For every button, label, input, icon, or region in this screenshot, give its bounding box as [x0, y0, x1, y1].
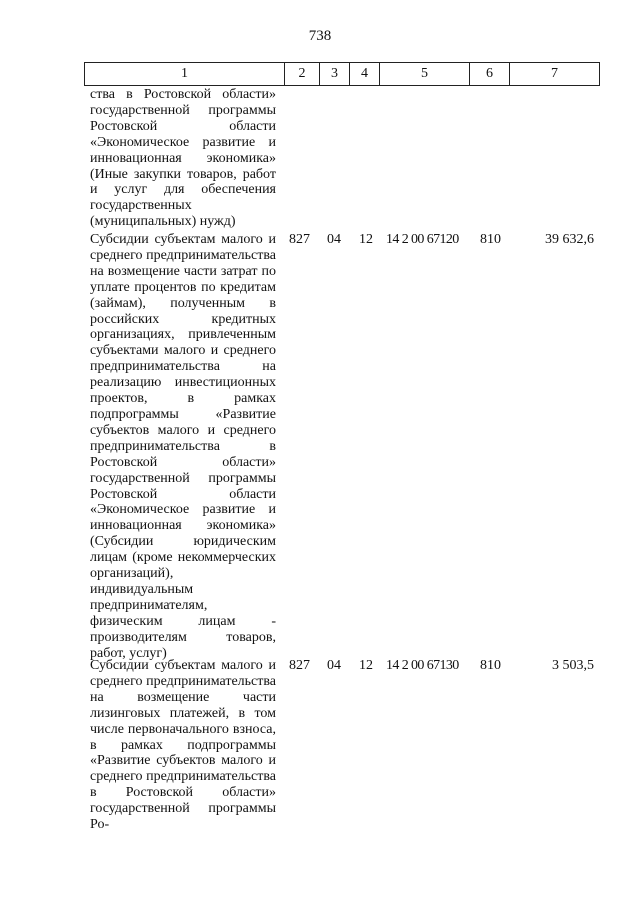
table-cell-col4: 12 [359, 232, 373, 247]
header-col-6: 6 [469, 63, 509, 85]
table-cell-col6: 810 [480, 232, 501, 247]
table-cell-col3: 04 [327, 232, 341, 247]
table-cell-col5: 14 2 00 67130 [386, 658, 459, 673]
header-col-7: 7 [509, 63, 600, 85]
header-col-2: 2 [284, 63, 319, 85]
header-col-1: 1 [84, 63, 284, 85]
header-col-3: 3 [319, 63, 349, 85]
table-header-row [84, 62, 600, 86]
page-number: 738 [308, 28, 332, 44]
table-cell-col4: 12 [359, 658, 373, 673]
table-row-description: Субсидии субъектам малого и среднего предпринимательства на возмещение части лизинговых платежей, в том числе первоначального взноса, в рамках подпрограммы «Развитие субъектов малого и среднего предпринимательства в Ростовской области» государственной программы Ро- [90, 658, 276, 833]
table-cell-col2: 827 [289, 658, 310, 673]
table-cell-col7: 3 503,5 [552, 658, 594, 673]
table-cell-col7: 39 632,6 [545, 232, 594, 247]
table-cell-col2: 827 [289, 232, 310, 247]
table-cell-col6: 810 [480, 658, 501, 673]
table-row-description: Субсидии субъектам малого и среднего предпринимательства на возмещение части затрат по уплате процентов по кредитам (займам), полученным в российских кредитных организациях, привлеченным субъектами малого и среднего предпринимательства на реализацию инвестиционных проектов, в рамках подпрограммы «Развитие субъектов малого и среднего предпринимательства в Ростовской области» государственной программы Ростовской области «Экономическое развитие и инновационная экономика» (Субсидии юридическим лицам (кроме некоммерческих организаций), индивидуальным предпринимателям, физическим лицам - производителям товаров, работ, услуг) [90, 232, 276, 661]
table-cell-col5: 14 2 00 67120 [386, 232, 459, 247]
table-cell-col3: 04 [327, 658, 341, 673]
table-row-description: ства в Ростовской области» государственной программы Ростовской области «Экономическое развитие и инновационная экономика» (Иные закупки товаров, работ и услуг для обеспечения государственных (муниципальных) нужд) [90, 87, 276, 230]
header-col-5: 5 [379, 63, 469, 85]
header-col-4: 4 [349, 63, 379, 85]
